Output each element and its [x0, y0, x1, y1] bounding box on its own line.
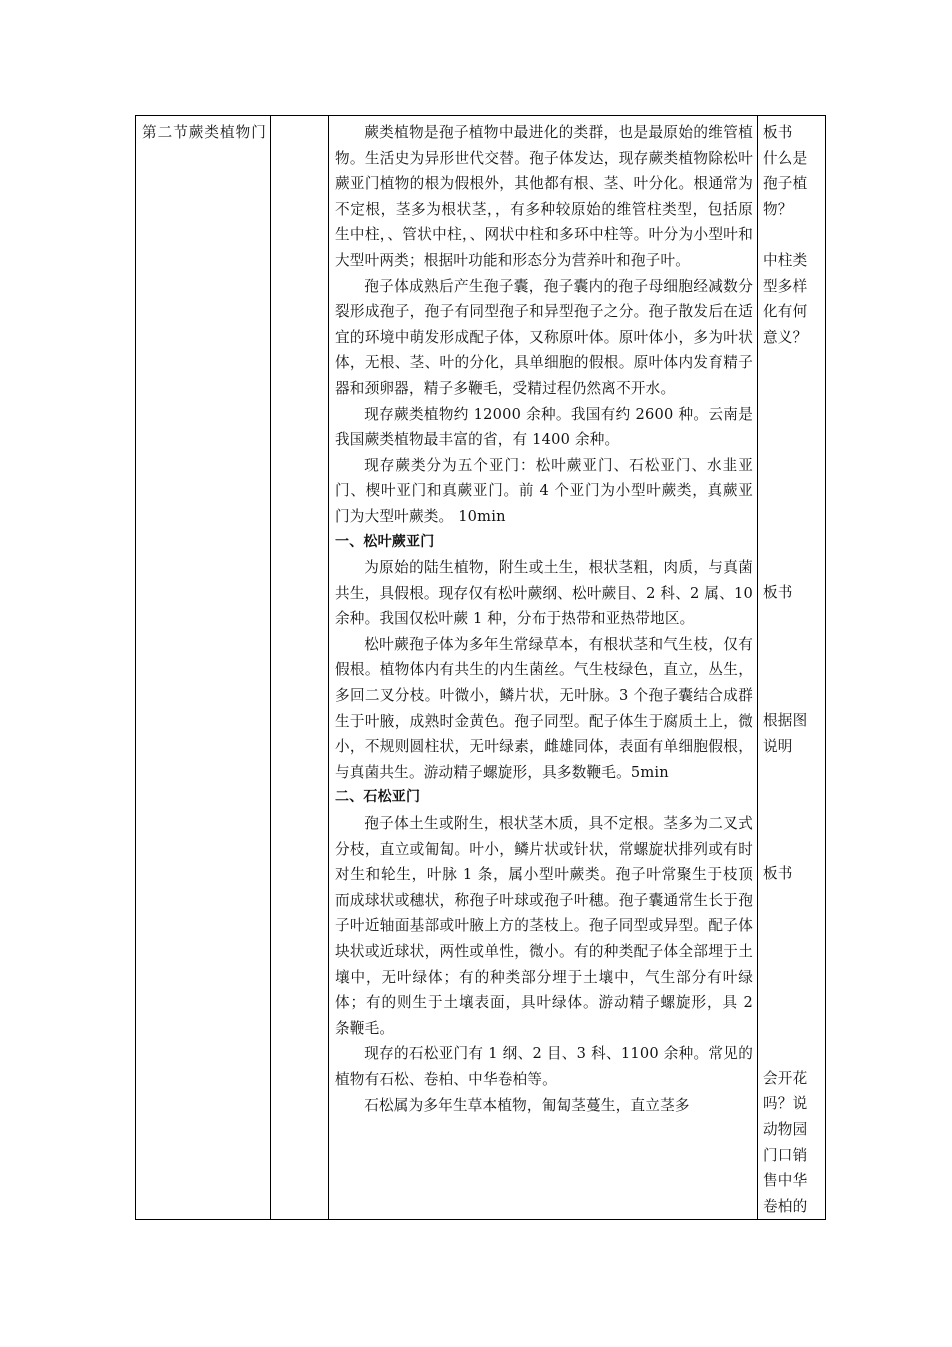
paragraph-lycophytina-count: 现存的石松亚门有 1 纲、2 目、3 科、1100 余种。常见的植物有石松、卷柏、中华卷柏等。 [335, 1045, 753, 1088]
table-row [136, 116, 826, 1220]
paragraph-lycophytina: 孢子体土生或附生，根状茎木质，具不定根。茎多为二叉式分枝，直立或匍匐。叶小，鳞片状或针状，常螺旋状排列或有时对生和轮生，叶脉 1 条，属小型叶蕨类。孢子叶常聚生于枝顶而成球状或穗状，称孢子叶球或孢子叶穗。孢子囊通常生长于孢子叶近轴面基部或叶腋上方的茎枝上。孢子同型或异型。配子体块状或近球状，两性或单性，微小。有的种类配子体全部埋于土壤中，无叶绿体；有的种类部分埋于土壤中，气生部分有叶绿体；有的则生于土壤表面，具叶绿体。游动精子螺旋形，具 2 条鞭毛。 [335, 815, 753, 1037]
paragraph-sporophyte: 孢子体成熟后产生孢子囊，孢子囊内的孢子母细胞经减数分裂形成孢子，孢子有同型孢子和异型孢子之分。孢子散发后在适宜的环境中萌发形成配子体，又称原叶体。原叶体小，多为叶状体，无根、茎、叶的分化，具单细胞的假根。原叶体内发育精子器和颈卵器，精子多鞭毛，受精过程仍然离不开水。 [335, 277, 753, 397]
paragraph-psilotum-detail: 松叶蕨孢子体为多年生常绿草本，有根状茎和气生枝，仅有假根。植物体内有共生的内生菌丝。气生枝绿色，直立，丛生，多回二叉分枝。叶微小，鳞片状，无叶脉。3 个孢子囊结合成群生于叶腋，成熟时金黄色。孢子同型。配子体生于腐质土上，微小，不规则圆柱状，无叶绿素，雌雄同体，表面有单细胞假根，与真菌共生。游动精子螺旋形，具多数鞭毛。5min [335, 635, 753, 781]
paragraph-intro: 蕨类植物是孢子植物中最进化的类群，也是最原始的维管植物。生活史为异形世代交替。孢子体发达，现存蕨类植物除松叶蕨亚门植物的根为假根外，其他都有根、茎、叶分化。根通常为不定根，茎多为根状茎，，有多种较原始的维管柱类型，包括原生中柱，、管状中柱，、网状中柱和多环中柱等。叶分为小型叶和大型叶两类；根据叶功能和形态分为营养叶和孢子叶。 [335, 124, 753, 269]
note-question-flower: 会开花吗？说动物园门口销售中华卷柏的 [763, 1069, 808, 1215]
note-blackboard-1: 板书 [763, 124, 793, 141]
lesson-table [135, 115, 826, 1220]
paragraph-lycopodium: 石松属为多年生草本植物，匍匐茎蔓生，直立茎多 [364, 1096, 690, 1114]
note-blackboard-3: 板书 [763, 865, 793, 883]
section-title: 第二节蕨类植物门 [142, 124, 266, 141]
paragraph-subphyla: 现存蕨类分为五个亚门：松叶蕨亚门、石松亚门、水韭亚门、楔叶亚门和真蕨亚门。前 4 个亚门为小型叶蕨类，真蕨亚门为大型叶蕨类。 10min [335, 456, 753, 525]
paragraph-species-count: 现存蕨类植物约 12000 余种。我国有约 2600 种。云南是我国蕨类植物最丰富的省，有 1400 余种。 [335, 405, 753, 449]
note-blackboard-2: 板书 [763, 584, 793, 602]
empty-cell [271, 116, 329, 1220]
notes-cell [758, 116, 826, 1220]
note-question-stele: 中柱类型多样化有何意义？ [763, 251, 808, 346]
note-question-spore-plant: 什么是孢子植物？ [763, 149, 808, 218]
heading-lycophytina: 二、石松亚门 [335, 789, 421, 806]
content-cell [329, 116, 758, 1220]
heading-psilotophytina: 一、松叶蕨亚门 [335, 533, 435, 550]
section-cell [136, 116, 271, 1220]
paragraph-psilotum-intro: 为原始的陆生植物，附生或土生，根状茎粗，肉质，与真菌共生，具假根。现存仅有松叶蕨纲、松叶蕨目、2 科、2 属、10 余种。我国仅松叶蕨 1 种，分布于热带和亚热带地区。 [335, 559, 753, 628]
note-explain-figure: 根据图说明 [763, 711, 808, 755]
